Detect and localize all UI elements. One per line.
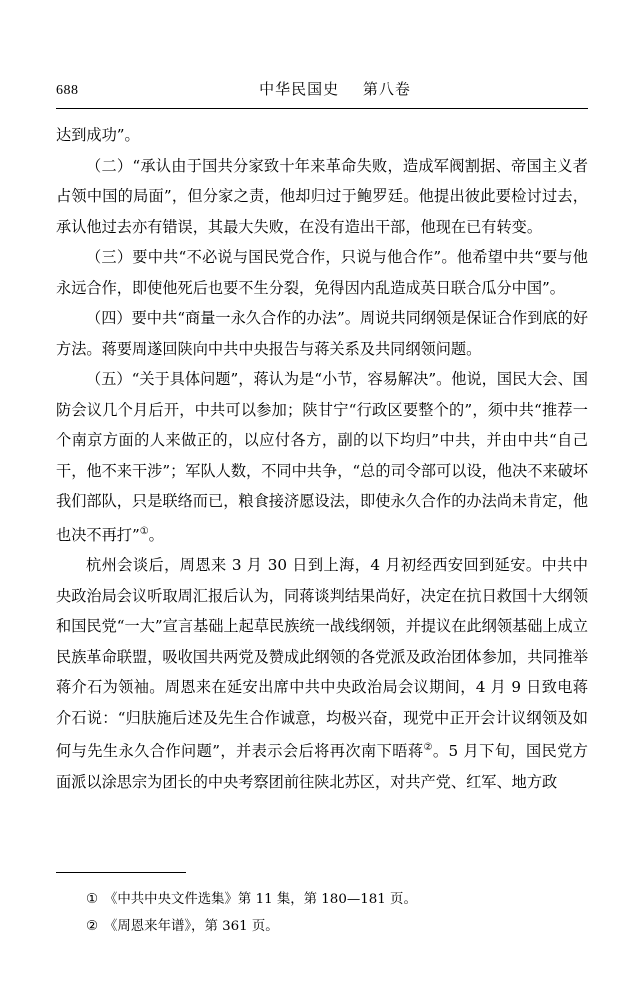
footnote-item bbox=[56, 913, 588, 940]
footnote-ref: ① bbox=[139, 525, 149, 537]
paragraph-text: 杭州会谈后，周恩来 3 月 30 日到上海，4 月初经西安回到延安。中共中央政治局会议听取周汇报后认为，同蒋谈判结果尚好，决定在抗日救国十大纲领和国民党“一大”宣言基础上起草民族统一战线纲领，并提议在此纲领基础上成立民族革命联盟，吸收国共两党及赞成此纲领的各党派及政治团体参加，共同推举蒋介石为领袖。周恩来在延安出席中共中央政治局会议期间，4 月 9 日致电蒋介石说：“归肤施后述及先生合作诚意，均极兴奋，现党中正开会计议纲领及如何与先生永久合作问题”，并表示会后将再次南下晤蒋 bbox=[56, 556, 588, 761]
volume-label: 第八卷 bbox=[362, 80, 411, 98]
book-title: 中华民国史 bbox=[259, 80, 340, 98]
paragraph: （三）要中共“不必说与国民党合作，只说与他合作”。他希望中共“要与他永远合作，即使他死后也要不生分裂，免得因内乱造成英日联合瓜分中国”。 bbox=[56, 248, 588, 297]
page-header bbox=[56, 78, 588, 100]
footnote-marker: ① bbox=[86, 892, 99, 907]
footnote-item bbox=[56, 886, 588, 913]
paragraph bbox=[56, 550, 588, 797]
footnote-divider bbox=[56, 872, 186, 873]
footnotes bbox=[56, 886, 588, 940]
paragraph bbox=[56, 364, 588, 550]
footnote-ref: ② bbox=[423, 742, 433, 754]
paragraph: （四）要中共“商量一永久合作的办法”。周说共同纲领是保证合作到底的好方法。蒋要周遂回陕向中共中央报告与蒋关系及共同纲领问题。 bbox=[56, 309, 588, 358]
footnote-marker: ② bbox=[86, 919, 99, 934]
paragraph-tail: 。5 月下旬，国民党方面派以涂思宗为团长的中央考察团前往陕北苏区，对共产党、红军、地方政 bbox=[56, 742, 588, 791]
paragraph-text: （五）“关于具体问题”，蒋认为是“小节，容易解决”。他说，国民大会、国防会议几个月后开，中共可以参加；陕甘宁“行政区要整个的”，须中共“推荐一个南京方面的人来做正的，以应付各方，副的以下均归”中共，并由中共“自己干，他不来干涉”；军队人数，不同中共争，“总的司令部可以设，他决不来破坏我们部队，只是联络而已，粮食接济愿设法，即使永久合作的办法尚未肯定，他也决不再打” bbox=[56, 370, 588, 544]
paragraph: 达到成功”。 bbox=[56, 126, 140, 144]
paragraph: （二）“承认由于国共分家致十年来革命失败，造成军阀割据、帝国主义者占领中国的局面”，但分家之责，他却归过于鲍罗廷。他提出彼此要检讨过去，承认他过去亦有错误，其最大失败，在没有造出干部，他现在已有转变。 bbox=[56, 156, 588, 236]
paragraph-tail: 。 bbox=[148, 525, 164, 544]
body-text bbox=[56, 120, 588, 797]
page-number: 688 bbox=[56, 83, 79, 98]
header-divider bbox=[56, 108, 588, 109]
footnote-text: 《中共中央文件选集》第 11 集，第 180—181 页。 bbox=[104, 892, 417, 907]
running-title bbox=[126, 78, 588, 99]
footnote-text: 《周恩来年谱》，第 361 页。 bbox=[104, 919, 279, 934]
